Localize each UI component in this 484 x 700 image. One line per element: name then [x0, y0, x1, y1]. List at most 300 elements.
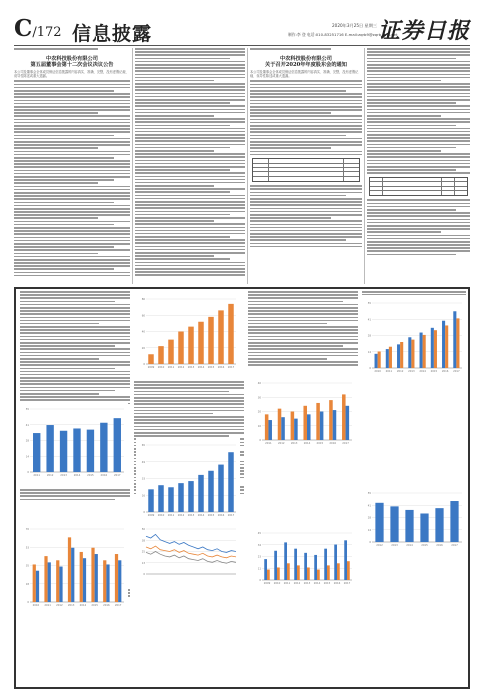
- chart-bar: [100, 423, 107, 472]
- chart-bar: [59, 567, 62, 602]
- x-tick-label: 2013: [187, 366, 195, 369]
- text-line: [250, 217, 331, 219]
- announcement-disclaimer: 本公司及董事会全体成员保证信息披露的内容真实、准确、完整，没有虚假记载、误导性陈述或重大遗漏。: [14, 69, 129, 78]
- text-line: [20, 342, 130, 344]
- y-tick-label: 34: [257, 543, 261, 547]
- text-line: [135, 201, 245, 203]
- text-line: [135, 185, 214, 187]
- x-tick-label: 2013: [290, 442, 298, 445]
- chart-bar: [307, 567, 310, 580]
- report-frame: [14, 287, 470, 689]
- text-line: [250, 93, 362, 95]
- text-line: [14, 268, 114, 270]
- chart-bar: [80, 552, 83, 602]
- text-line: [250, 224, 362, 226]
- text-line: [250, 135, 346, 137]
- text-line: [20, 489, 130, 491]
- text-line: [20, 339, 130, 341]
- text-line: [250, 112, 331, 114]
- y-tick-label: 60: [141, 314, 145, 318]
- text-line: [135, 150, 214, 152]
- text-line: [14, 208, 130, 210]
- chart-bar: [314, 555, 317, 580]
- text-line: [250, 100, 362, 102]
- chart-bar: [390, 506, 398, 542]
- text-line: [20, 495, 130, 497]
- chart: [136, 437, 240, 521]
- body-text: [20, 489, 130, 500]
- x-tick-label: 2016: [217, 366, 225, 369]
- text-line: [367, 54, 470, 56]
- text-line: [135, 191, 230, 193]
- x-tick-label: 2016: [100, 474, 108, 477]
- text-line: [367, 206, 470, 208]
- y-tick-label: 16: [141, 494, 145, 498]
- chart-bar: [389, 347, 392, 368]
- column-divider: [364, 48, 365, 284]
- page-header: [14, 16, 470, 46]
- text-line: [367, 89, 470, 91]
- text-line: [135, 182, 245, 184]
- x-tick-label: 2009: [147, 366, 155, 369]
- text-line: [14, 109, 130, 111]
- text-line: [367, 61, 470, 63]
- text-line: [14, 115, 130, 117]
- text-line: [250, 211, 362, 213]
- text-line: [135, 265, 245, 267]
- text-line: [135, 220, 214, 222]
- text-line: [135, 227, 245, 229]
- y-tick-label: 20: [141, 346, 145, 350]
- text-line: [134, 416, 244, 418]
- text-line: [14, 96, 130, 98]
- chart-bar: [405, 510, 413, 542]
- text-line: [14, 138, 130, 140]
- text-line: [250, 195, 346, 197]
- text-line: [250, 90, 346, 92]
- x-tick-label: 2017: [343, 582, 351, 585]
- chart-svg: [136, 291, 240, 373]
- x-tick-label: 2010: [157, 514, 165, 517]
- text-line: [367, 80, 441, 82]
- x-tick-label: 2010: [32, 604, 40, 607]
- text-line: [367, 150, 441, 152]
- text-line: [20, 371, 130, 373]
- y-tick-label: 0: [27, 471, 29, 474]
- x-tick-label: 2012: [396, 370, 404, 373]
- text-line: [135, 89, 245, 91]
- chart-bar: [56, 560, 59, 602]
- body-text: [20, 291, 130, 404]
- text-line: [250, 151, 362, 153]
- announcement-title: 第五届董事会第十二次会议决议公告: [30, 62, 114, 69]
- announcement-title: 关于召开2020年年度股东会的通知: [265, 62, 347, 69]
- text-line: [14, 93, 130, 95]
- text-line: [135, 242, 245, 244]
- chart-bar: [158, 485, 164, 512]
- chart-bar: [344, 540, 347, 580]
- text-line: [367, 172, 470, 174]
- x-tick-label: 2011: [265, 442, 272, 445]
- text-line: [367, 203, 470, 205]
- text-line: [367, 228, 470, 230]
- x-tick-label: 2011: [44, 604, 51, 607]
- text-line: [248, 297, 358, 299]
- text-line: [14, 205, 130, 207]
- text-line: [20, 329, 130, 331]
- text-line: [250, 115, 362, 117]
- chart-bar: [375, 354, 378, 368]
- y-tick-label: 14: [25, 455, 29, 459]
- text-line: [14, 122, 130, 124]
- text-line: [14, 84, 130, 86]
- text-line: [14, 237, 130, 239]
- x-tick-label: 2013: [67, 604, 75, 607]
- chart-svg: [362, 295, 466, 377]
- chart-bar: [168, 487, 174, 512]
- y-tick-label: 11: [257, 567, 261, 571]
- text-line: [135, 172, 245, 174]
- text-line: [248, 323, 327, 325]
- text-line: [135, 109, 245, 111]
- text-line: [367, 118, 470, 120]
- text-line: [367, 137, 470, 139]
- text-line: [250, 87, 362, 89]
- text-line: [367, 254, 456, 256]
- text-line: [367, 83, 470, 85]
- chart-bar: [208, 471, 214, 512]
- text-line: [367, 163, 470, 165]
- x-tick-label: 2014: [79, 604, 87, 607]
- chart-bar: [347, 561, 350, 580]
- text-line: [135, 169, 230, 171]
- announcement-company: 中农科技股份有限公司: [280, 56, 332, 62]
- report-column: [248, 291, 358, 687]
- text-line: [14, 192, 130, 194]
- x-tick-label: 2016: [217, 514, 225, 517]
- text-line: [135, 236, 230, 238]
- x-tick-label: 2014: [313, 582, 321, 585]
- y-tick-label: 0: [143, 363, 145, 366]
- x-tick-label: 2010: [157, 366, 165, 369]
- text-line: [134, 419, 244, 421]
- text-line: [135, 156, 245, 158]
- chart-bar: [103, 560, 106, 602]
- chart-bar: [264, 559, 267, 580]
- text-line: [367, 134, 470, 136]
- text-line: [367, 222, 470, 224]
- section-code: C/172: [14, 15, 62, 42]
- text-line: [14, 128, 130, 130]
- chart: [252, 375, 356, 449]
- x-tick-label: 2011: [283, 582, 291, 585]
- y-tick-label: 45: [257, 532, 261, 535]
- chart-bar: [291, 412, 295, 441]
- x-tick-label: 2013: [187, 514, 195, 517]
- chart-bar: [91, 548, 94, 602]
- text-line: [135, 211, 245, 213]
- chart: [136, 521, 240, 583]
- text-line: [20, 304, 130, 306]
- chart-bar: [198, 322, 204, 364]
- chart-bar: [68, 537, 71, 602]
- chart-bar: [83, 558, 86, 602]
- text-line: [367, 166, 470, 168]
- text-line: [20, 374, 130, 376]
- chart-bar: [453, 311, 456, 368]
- text-line: [135, 144, 245, 146]
- text-line: [134, 413, 213, 415]
- page-number: 172: [36, 25, 62, 40]
- stock-code-line: [250, 48, 362, 51]
- text-line: [248, 310, 358, 312]
- text-line: [14, 147, 98, 149]
- chart-bar: [188, 481, 194, 512]
- x-tick-label: 2017: [227, 514, 235, 517]
- chart-svg: [136, 437, 240, 521]
- text-line: [14, 106, 130, 108]
- text-line: [248, 364, 358, 366]
- x-tick-label: 2011: [167, 514, 175, 517]
- text-line: [14, 221, 130, 223]
- text-line: [367, 209, 456, 211]
- text-line: [248, 313, 358, 315]
- x-tick-label: 2009: [147, 514, 155, 517]
- text-line: [135, 230, 245, 232]
- text-line: [248, 355, 358, 357]
- text-line: [14, 141, 130, 143]
- chart-bar: [307, 414, 311, 440]
- x-tick-label: 2012: [277, 442, 285, 445]
- y-tick-label: 55: [367, 302, 371, 305]
- text-line: [135, 274, 245, 276]
- text-line: [134, 426, 244, 428]
- chart-bar: [450, 501, 458, 542]
- chart-line: [146, 534, 236, 552]
- chart-bar: [106, 564, 109, 602]
- text-line: [250, 131, 362, 133]
- chart-bar: [95, 554, 98, 602]
- chart-bar: [303, 406, 307, 440]
- text-line: [135, 93, 245, 95]
- chart-bar: [324, 549, 327, 580]
- chart-bar: [33, 564, 36, 602]
- chart-bar: [44, 556, 47, 602]
- x-tick-label: 2017: [114, 604, 122, 607]
- text-line: [20, 355, 130, 357]
- text-line: [14, 100, 130, 102]
- text-line: [14, 189, 130, 191]
- text-line: [135, 125, 230, 127]
- text-line: [135, 252, 245, 254]
- text-line: [135, 74, 245, 76]
- text-line: [14, 233, 130, 235]
- text-line: [250, 119, 362, 121]
- text-line: [135, 195, 245, 197]
- chart-svg: [252, 525, 356, 589]
- text-line: [135, 207, 245, 209]
- text-line: [135, 140, 245, 142]
- text-line: [135, 188, 245, 190]
- chart-bar: [114, 418, 121, 472]
- text-line: [250, 227, 362, 229]
- text-line: [248, 339, 358, 341]
- text-line: [367, 70, 470, 72]
- text-line: [135, 198, 245, 200]
- text-line: [20, 368, 115, 370]
- text-line: [20, 380, 130, 382]
- y-tick-label: 40: [141, 330, 145, 334]
- text-line: [20, 348, 130, 350]
- y-tick-label: 28: [25, 439, 29, 443]
- text-line: [367, 225, 470, 227]
- y-tick-label: 41: [367, 318, 371, 322]
- x-tick-label: 2015: [207, 514, 215, 517]
- text-line: [14, 131, 130, 133]
- x-tick-label: 2015: [91, 604, 98, 607]
- text-line: [135, 134, 245, 136]
- text-line: [14, 157, 114, 159]
- text-line: [14, 176, 130, 178]
- text-line: [134, 400, 244, 402]
- text-line: [14, 160, 130, 162]
- text-line: [14, 275, 130, 277]
- y-tick-label: 80: [141, 298, 145, 301]
- chart-bar: [294, 419, 298, 440]
- text-line: [14, 195, 130, 197]
- text-line: [20, 361, 130, 363]
- text-line: [14, 166, 130, 168]
- body-text: [250, 80, 362, 155]
- text-line: [248, 329, 358, 331]
- chart-bar: [378, 351, 381, 368]
- x-tick-label: 2013: [391, 544, 398, 547]
- x-tick-label: 2014: [73, 474, 81, 477]
- text-line: [367, 235, 470, 237]
- x-tick-label: 2013: [408, 370, 415, 373]
- chart-svg: [20, 521, 128, 611]
- text-line: [367, 212, 470, 214]
- announcement-column: [14, 48, 130, 284]
- y-tick-label: 35: [25, 564, 29, 568]
- y-tick-label: 28: [367, 334, 371, 338]
- y-tick-label: 41: [367, 504, 371, 508]
- text-line: [20, 390, 115, 392]
- text-line: [250, 204, 362, 206]
- chart-bar: [375, 503, 383, 542]
- y-tick-label: 55: [25, 408, 29, 411]
- text-line: [20, 291, 130, 293]
- text-line: [367, 77, 470, 79]
- chart-bar: [71, 548, 74, 602]
- text-line: [14, 103, 130, 105]
- y-tick-label: 13: [141, 561, 145, 565]
- text-line: [367, 156, 470, 158]
- text-line: [14, 265, 130, 267]
- y-tick-label: 50: [141, 528, 145, 531]
- text-line: [20, 345, 115, 347]
- text-line: [248, 336, 358, 338]
- text-line: [367, 121, 470, 123]
- chart-bar: [329, 400, 333, 440]
- chart: [136, 291, 240, 373]
- text-line: [20, 499, 115, 501]
- text-line: [135, 96, 245, 98]
- chart-bar: [228, 452, 234, 512]
- x-tick-label: 2015: [323, 582, 331, 585]
- text-line: [250, 220, 362, 222]
- text-line: [248, 294, 358, 296]
- x-tick-label: 2009: [263, 582, 271, 585]
- text-line: [248, 307, 358, 309]
- chart-bar: [337, 563, 340, 580]
- text-line: [367, 115, 441, 117]
- text-line: [248, 291, 358, 293]
- chart-bar: [278, 409, 282, 440]
- text-line: [135, 249, 245, 251]
- text-line: [14, 227, 130, 229]
- issue-date: 2020年3月25日 星期三: [332, 23, 378, 28]
- text-line: [135, 70, 245, 72]
- x-tick-label: 2012: [293, 582, 301, 585]
- text-line: [20, 393, 99, 395]
- chart-bar: [168, 340, 174, 364]
- text-line: [20, 310, 130, 312]
- text-column: [135, 48, 245, 284]
- x-tick-label: 2010: [273, 582, 281, 585]
- y-tick-label: 55: [367, 492, 371, 495]
- text-line: [248, 342, 358, 344]
- chart-bar: [267, 570, 270, 580]
- chart-bar: [316, 403, 320, 440]
- text-line: [367, 86, 470, 88]
- text-line: [367, 125, 456, 127]
- chart-bar: [148, 489, 154, 512]
- text-line: [134, 391, 229, 393]
- chart-bar: [115, 554, 118, 602]
- text-line: [135, 217, 245, 219]
- chart-bar: [327, 565, 330, 580]
- text-line: [250, 109, 362, 111]
- text-line: [14, 256, 130, 258]
- chart-bar: [284, 542, 287, 580]
- text-line: [367, 247, 470, 249]
- x-tick-label: 2012: [177, 366, 185, 369]
- y-tick-label: 33: [141, 477, 145, 481]
- chart-bar: [73, 428, 80, 472]
- text-line: [20, 383, 130, 385]
- y-tick-label: 41: [25, 423, 29, 427]
- text-line: [135, 54, 245, 56]
- chart-bar: [281, 417, 285, 440]
- text-line: [134, 394, 244, 396]
- x-tick-label: 2017: [342, 442, 349, 445]
- text-line: [248, 332, 358, 334]
- text-line: [250, 80, 362, 82]
- text-line: [134, 387, 244, 389]
- text-line: [250, 185, 362, 187]
- x-tick-label: 2011: [33, 474, 41, 477]
- text-line: [367, 58, 456, 60]
- text-line: [248, 301, 343, 303]
- text-line: [250, 128, 362, 130]
- text-line: [135, 262, 245, 264]
- text-line: [14, 182, 98, 184]
- y-tick-label: 20: [257, 410, 261, 414]
- text-line: [134, 407, 244, 409]
- x-tick-label: 2015: [316, 442, 324, 445]
- y-tick-label: 23: [257, 555, 261, 559]
